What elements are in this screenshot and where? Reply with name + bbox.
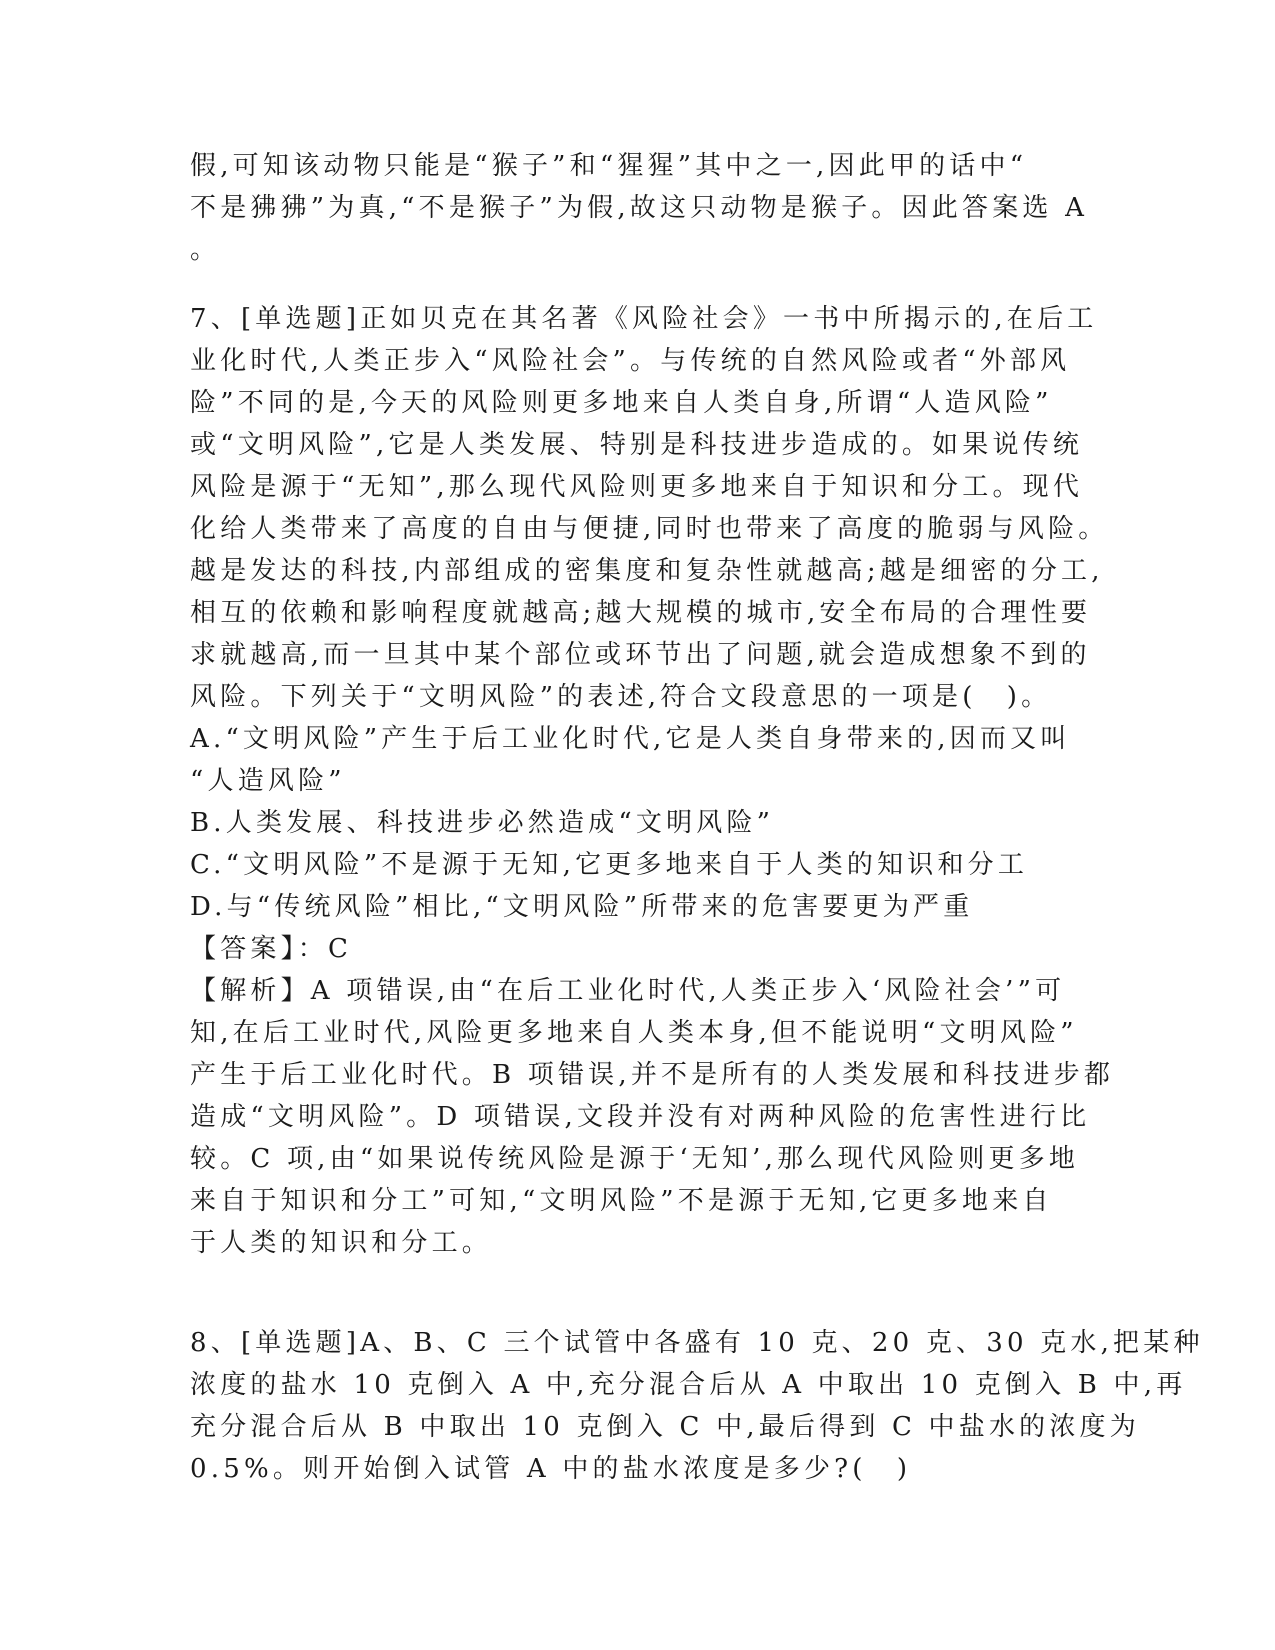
question-8 [190, 1322, 1204, 1490]
option-b: B.人类发展、科技进步必然造成“文明风险” [190, 808, 775, 838]
answer-line: 【答案】：C [190, 934, 353, 964]
text-line: 假,可知该动物只能是“猴子”和“猩猩”其中之一,因此甲的话中“ [190, 151, 1028, 181]
question-stem-line: 0.5%。则开始倒入试管 A 中的盐水浓度是多少?( ) [190, 1454, 912, 1484]
option-d: D.与“传统风险”相比,“文明风险”所带来的危害要更为严重 [190, 892, 974, 922]
text-line: 不是狒狒”为真,“不是猴子”为假,故这只动物是猴子。因此答案选 A [190, 193, 1089, 223]
question-stem-line: 化给人类带来了高度的自由与便捷,同时也带来了高度的脆弱与风险。 [190, 514, 1109, 544]
text-line: 。 [190, 235, 221, 265]
question-stem-line: 风险。下列关于“文明风险”的表述,符合文段意思的一项是( )。 [190, 682, 1052, 712]
analysis-line: 于人类的知识和分工。 [190, 1228, 493, 1258]
option-a: A.“文明风险”产生于后工业化时代,它是人类自身带来的,因而又叫 [190, 724, 1071, 754]
analysis-line: 造成“文明风险”。D 项错误,文段并没有对两种风险的危害性进行比 [190, 1102, 1091, 1132]
question-stem-line: 7、[单选题]正如贝克在其名著《风险社会》一书中所揭示的,在后工 [190, 304, 1098, 334]
option-a-continued: “人造风险” [190, 766, 346, 796]
previous-question-analysis [190, 145, 1090, 271]
question-stem-line: 充分混合后从 B 中取出 10 克倒入 C 中,最后得到 C 中盐水的浓度为 [190, 1412, 1140, 1442]
analysis-line: 知,在后工业时代,风险更多地来自人类本身,但不能说明“文明风险” [190, 1018, 1078, 1048]
question-stem-line: 越是发达的科技,内部组成的密集度和复杂性就越高;越是细密的分工, [190, 556, 1104, 586]
question-stem-line: 险”不同的是,今天的风险则更多地来自人类自身,所谓“人造风险” [190, 388, 1053, 418]
question-stem-line: 风险是源于“无知”,那么现代风险则更多地来自于知识和分工。现代 [190, 472, 1084, 502]
question-stem-line: 相互的依赖和影响程度就越高;越大规模的城市,安全布局的合理性要 [190, 598, 1092, 628]
question-7 [190, 298, 1115, 1264]
analysis-line: 来自于知识和分工”可知,“文明风险”不是源于无知,它更多地来自 [190, 1186, 1053, 1216]
question-stem-line: 8、[单选题]A、B、C 三个试管中各盛有 10 克、20 克、30 克水,把某种 [190, 1328, 1204, 1358]
question-stem-line: 求就越高,而一旦其中某个部位或环节出了问题,就会造成想象不到的 [190, 640, 1091, 670]
option-c: C.“文明风险”不是源于无知,它更多地来自于人类的知识和分工 [190, 850, 1029, 880]
analysis-line: 【解析】A 项错误,由“在后工业化时代,人类正步入‘风险社会’”可 [190, 976, 1066, 1006]
question-stem-line: 浓度的盐水 10 克倒入 A 中,充分混合后从 A 中取出 10 克倒入 B 中,再 [190, 1370, 1187, 1400]
analysis-line: 产生于后工业化时代。B 项错误,并不是所有的人类发展和科技进步都 [190, 1060, 1115, 1090]
question-stem-line: 业化时代,人类正步入“风险社会”。与传统的自然风险或者“外部风 [190, 346, 1071, 376]
analysis-line: 较。C 项,由“如果说传统风险是源于‘无知’,那么现代风险则更多地 [190, 1144, 1080, 1174]
question-stem-line: 或“文明风险”,它是人类发展、特别是科技进步造成的。如果说传统 [190, 430, 1084, 460]
